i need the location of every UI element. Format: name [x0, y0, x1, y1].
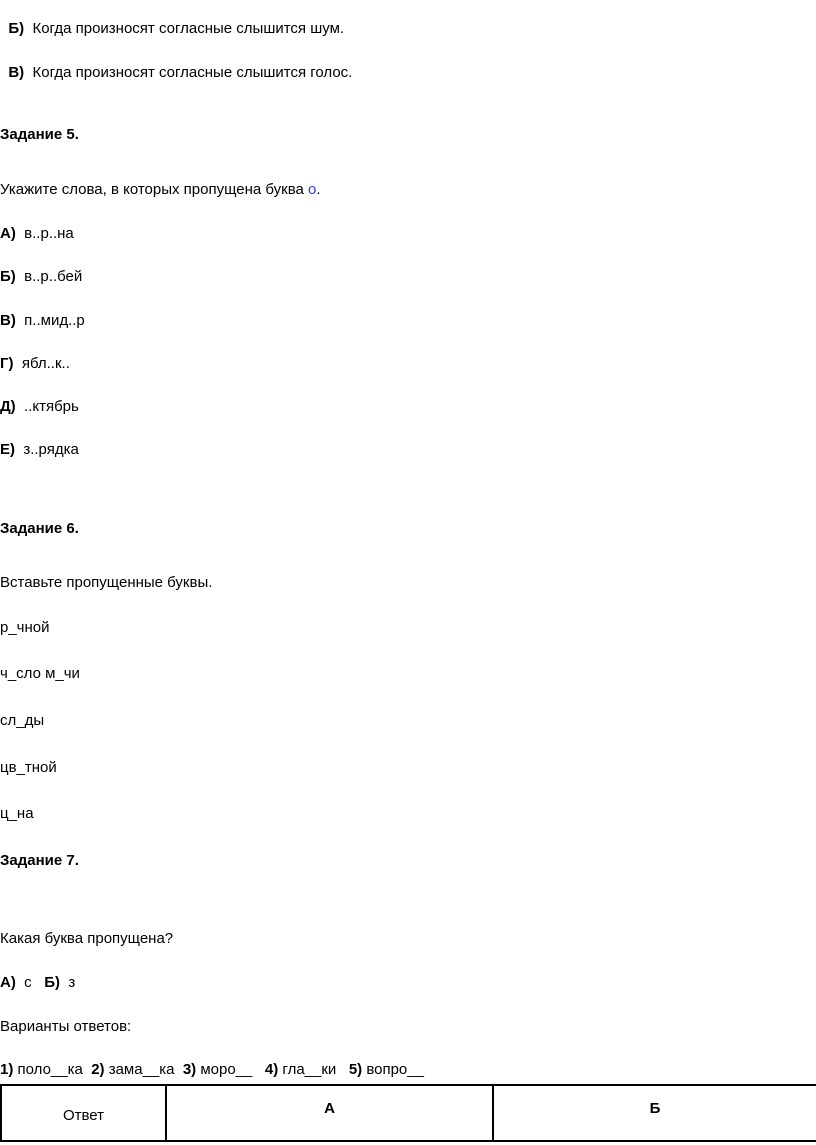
option-letter: В): [8, 64, 25, 81]
option-text: в..р..на: [24, 225, 74, 242]
task5-title: Задание 5.: [0, 126, 79, 143]
task6-word: р_чной: [0, 619, 50, 636]
task5-option-b: [0, 268, 82, 286]
task5-option-g: [0, 355, 70, 373]
task6-word: ц_на: [0, 805, 34, 822]
option-letter: Г): [0, 355, 14, 372]
option-text: ..ктябрь: [24, 398, 79, 415]
option-text: в..р..бей: [24, 268, 83, 285]
answer-cell-a[interactable]: А: [166, 1085, 493, 1141]
variant-text: вопро__: [366, 1061, 424, 1078]
option-text: Когда произносят согласные слышится шум.: [32, 20, 345, 37]
option-text: ябл..к..: [21, 355, 70, 372]
task7-title: Задание 7.: [0, 852, 79, 869]
task6-question: Вставьте пропущенные буквы.: [0, 574, 213, 591]
choice-text: с: [24, 974, 32, 991]
task7-choices: [0, 974, 75, 992]
task7-variants: [0, 1061, 424, 1079]
task5-option-a: [0, 225, 74, 243]
variant-number: 1): [0, 1061, 14, 1078]
task7-question: Какая буква пропущена?: [0, 930, 174, 947]
option-letter: Б): [8, 20, 25, 37]
prev-option-b: [0, 2, 344, 38]
variant-number: 4): [264, 1061, 279, 1078]
task5-option-v: [0, 312, 85, 330]
answer-label-cell: Ответ: [1, 1085, 166, 1141]
table-row: [1, 1085, 816, 1141]
variant-number: 5): [348, 1061, 363, 1078]
answer-cell-b[interactable]: Б: [493, 1085, 816, 1141]
option-text: з..рядка: [23, 441, 79, 458]
variant-number: 3): [182, 1061, 197, 1078]
variant-text: поло__ка: [17, 1061, 83, 1078]
variant-text: гла__ки: [282, 1061, 337, 1078]
task5-option-e: [0, 441, 79, 459]
option-text: п..мид..р: [24, 312, 85, 329]
task5-question: [0, 181, 321, 199]
task5-option-d: [0, 398, 79, 416]
task6-title: Задание 6.: [0, 520, 79, 537]
question-letter: о: [308, 181, 317, 198]
option-letter: Д): [0, 398, 16, 415]
choice-text: з: [68, 974, 76, 991]
variant-text: моро__: [200, 1061, 253, 1078]
choice-letter: Б): [44, 974, 60, 991]
variant-number: 2): [91, 1061, 105, 1078]
answer-table: [0, 1084, 816, 1142]
task6-word: сл_ды: [0, 712, 45, 729]
task7-variants-label: Варианты ответов:: [0, 1018, 132, 1035]
task6-word: цв_тной: [0, 759, 57, 776]
choice-letter: А): [0, 974, 16, 991]
option-letter: В): [0, 312, 16, 329]
question-text: Укажите слова, в которых пропущена буква: [0, 181, 309, 198]
question-end: .: [316, 181, 321, 198]
task6-word: ч_сло м_чи: [0, 665, 80, 682]
option-letter: Е): [0, 441, 15, 458]
option-text: Когда произносят согласные слышится голос.: [32, 64, 353, 81]
prev-option-v: [0, 46, 352, 82]
variant-text: зама__ка: [108, 1061, 175, 1078]
option-letter: Б): [0, 268, 16, 285]
option-letter: А): [0, 225, 16, 242]
